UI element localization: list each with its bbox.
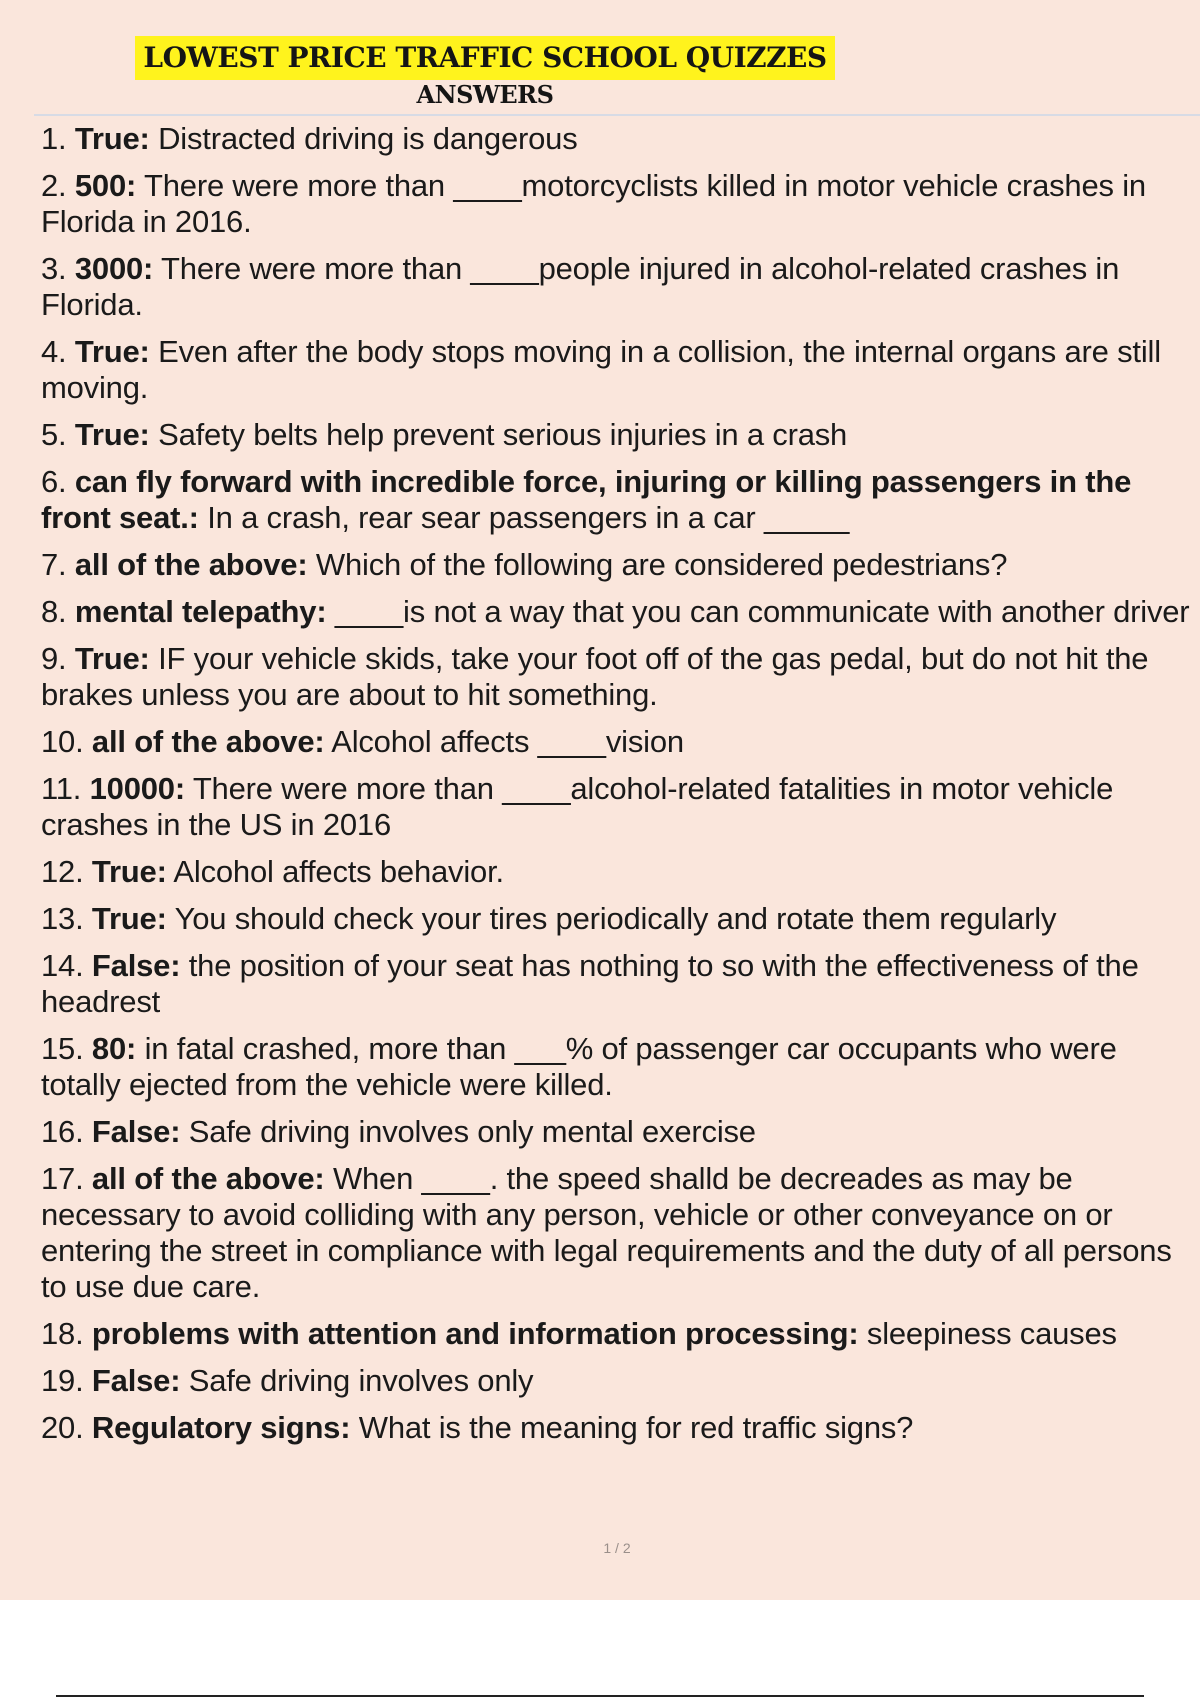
page-number: 1 / 2 [603,1540,631,1556]
item-answer: True: [74,121,150,156]
item-answer: all of the above: [91,724,325,759]
list-item [41,1363,1191,1399]
item-answer: True: [74,334,150,369]
list-item [41,168,1191,240]
title-block [0,36,970,110]
list-item [41,464,1191,536]
item-answer: 80: [91,1031,137,1066]
item-question: Which of the following are considered pedestrians? [315,547,1008,582]
item-number: 5. [41,417,67,452]
list-item [41,641,1191,713]
item-answer: problems with attention and information processing: [91,1316,859,1351]
page-subtitle: ANSWERS [416,80,554,109]
page-title: LOWEST PRICE TRAFFIC SCHOOL QUIZZES [135,36,834,80]
item-number: 13. [41,901,84,936]
item-answer: all of the above: [91,1161,325,1196]
list-item [41,948,1191,1020]
item-answer: True: [91,901,167,936]
item-number: 6. [41,464,67,499]
item-question: IF your vehicle skids, take your foot off of the gas pedal, but do not hit the brakes unless you are about to hit something. [41,641,1149,712]
item-answer: 3000: [74,251,154,286]
list-item [41,1031,1191,1103]
item-number: 10. [41,724,84,759]
item-number: 9. [41,641,67,676]
item-number: 20. [41,1410,84,1445]
item-number: 19. [41,1363,84,1398]
item-answer: 500: [74,168,137,203]
item-answer: False: [91,1114,181,1149]
item-number: 1. [41,121,67,156]
item-question: Distracted driving is dangerous [158,121,578,156]
item-answer: all of the above: [74,547,308,582]
divider [34,114,1200,116]
item-question: ____is not a way that you can communicate with another driver [334,594,1190,629]
item-question: In a crash, rear sear passengers in a car _____ [207,500,850,535]
item-question: sleepiness causes [866,1316,1117,1351]
item-question: There were more than ____motorcyclists killed in motor vehicle crashes in Florida in 2016. [41,168,1146,239]
item-number: 17. [41,1161,84,1196]
item-number: 2. [41,168,67,203]
item-number: 8. [41,594,67,629]
item-question: Safe driving involves only mental exercise [188,1114,756,1149]
item-answer: True: [74,417,150,452]
item-question: Safety belts help prevent serious injuries in a crash [158,417,848,452]
item-question: What is the meaning for red traffic signs? [358,1410,914,1445]
item-answer: False: [91,1363,181,1398]
list-item [41,1161,1191,1305]
list-item [41,854,1191,890]
list-item [41,724,1191,760]
list-item [41,594,1191,630]
item-number: 14. [41,948,84,983]
item-answer: False: [91,948,181,983]
item-question: in fatal crashed, more than ___% of passenger car occupants who were totally ejected from the vehicle were killed. [41,1031,1117,1102]
list-item [41,771,1191,843]
item-number: 18. [41,1316,84,1351]
item-question: There were more than ____alcohol-related fatalities in motor vehicle crashes in the US in 2016 [41,771,1114,842]
item-number: 15. [41,1031,84,1066]
list-item [41,547,1191,583]
item-question: There were more than ____people injured in alcohol-related crashes in Florida. [41,251,1120,322]
item-answer: mental telepathy: [74,594,327,629]
item-answer: Regulatory signs: [91,1410,351,1445]
item-number: 7. [41,547,67,582]
list-item [41,1114,1191,1150]
item-question: the position of your seat has nothing to so with the effectiveness of the headrest [41,948,1139,1019]
answer-list [41,121,1191,1457]
item-question: You should check your tires periodically and rotate them regularly [174,901,1057,936]
list-item [41,417,1191,453]
list-item [41,901,1191,937]
item-number: 3. [41,251,67,286]
item-answer: True: [74,641,150,676]
item-answer: True: [91,854,167,889]
item-question: Even after the body stops moving in a collision, the internal organs are still moving. [41,334,1161,405]
list-item [41,1316,1191,1352]
list-item [41,251,1191,323]
list-item [41,334,1191,406]
list-item [41,1410,1191,1446]
item-number: 16. [41,1114,84,1149]
item-answer: 10000: [89,771,185,806]
item-answer: can fly forward with incredible force, injuring or killing passengers in the front seat.: [41,464,1132,535]
item-question: Alcohol affects behavior. [173,854,504,889]
item-number: 12. [41,854,84,889]
item-question: When ____. the speed shalld be decreades as may be necessary to avoid colliding with any person, vehicle or other conveyance on or entering the street in compliance with legal requirements and the duty of all persons to use due care. [41,1161,1172,1304]
list-item [41,121,1191,157]
item-number: 11. [41,771,82,806]
item-number: 4. [41,334,67,369]
item-question: Safe driving involves only [188,1363,534,1398]
bottom-divider [56,1695,1144,1697]
item-question: Alcohol affects ____vision [331,724,684,759]
